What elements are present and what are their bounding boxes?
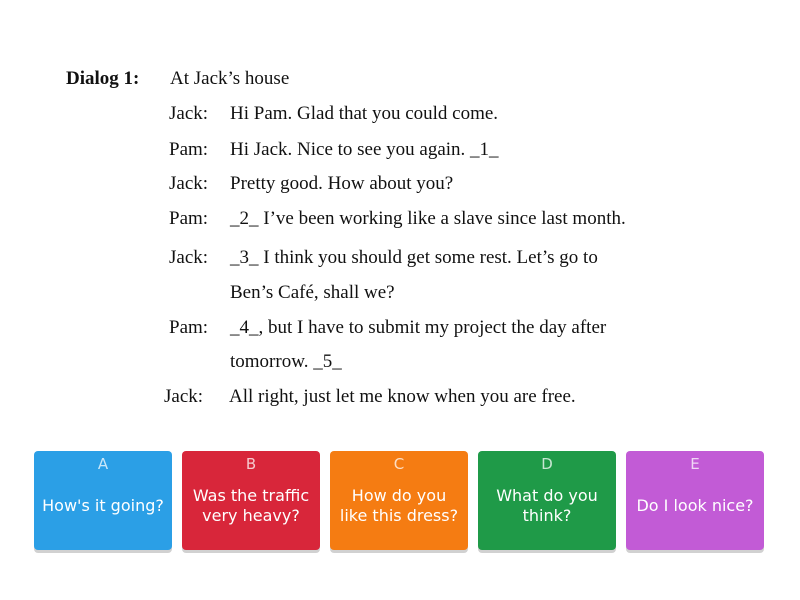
- option-text: What do you think?: [496, 486, 598, 525]
- dialog-line: _4_, but I have to submit my project the day after: [230, 317, 607, 338]
- option-card-d[interactable]: [478, 451, 616, 550]
- dialog-line: Pretty good. How about you?: [230, 173, 454, 194]
- dialog-title: Dialog 1:: [66, 68, 140, 89]
- answer-options: [34, 451, 764, 550]
- dialog-setting: At Jack’s house: [170, 68, 290, 89]
- speaker-label: Pam:: [169, 317, 209, 338]
- speaker-label: Jack:: [169, 103, 209, 124]
- option-text: Was the traffic very heavy?: [192, 486, 310, 525]
- option-text: Do I look nice?: [636, 496, 754, 515]
- option-text: How do you like this dress?: [339, 486, 459, 525]
- speaker-label: Jack:: [169, 247, 209, 268]
- option-letter: B: [245, 455, 257, 473]
- dialog-line: _2_ I’ve been working like a slave since last month.: [230, 208, 626, 229]
- option-text: How's it going?: [42, 496, 164, 515]
- dialog-line: Hi Pam. Glad that you could come.: [230, 103, 499, 124]
- dialog-line: Hi Jack. Nice to see you again. _1_: [230, 139, 499, 160]
- dialog-line-continuation: tomorrow. _5_: [230, 351, 342, 372]
- option-card-a[interactable]: [34, 451, 172, 550]
- option-letter: E: [690, 455, 700, 473]
- option-card-c[interactable]: [330, 451, 468, 550]
- option-letter: C: [393, 455, 405, 473]
- dialog-line: _3_ I think you should get some rest. Let’s go to: [230, 247, 598, 268]
- speaker-label: Jack:: [169, 173, 209, 194]
- speaker-label: Jack:: [164, 386, 204, 407]
- option-card-e[interactable]: [626, 451, 764, 550]
- dialog-line-continuation: Ben’s Café, shall we?: [230, 282, 395, 303]
- speaker-label: Pam:: [169, 139, 209, 160]
- option-letter: D: [541, 455, 553, 473]
- dialog-line: All right, just let me know when you are free.: [229, 386, 576, 407]
- option-card-b[interactable]: [182, 451, 320, 550]
- speaker-label: Pam:: [169, 208, 209, 229]
- option-letter: A: [97, 455, 109, 473]
